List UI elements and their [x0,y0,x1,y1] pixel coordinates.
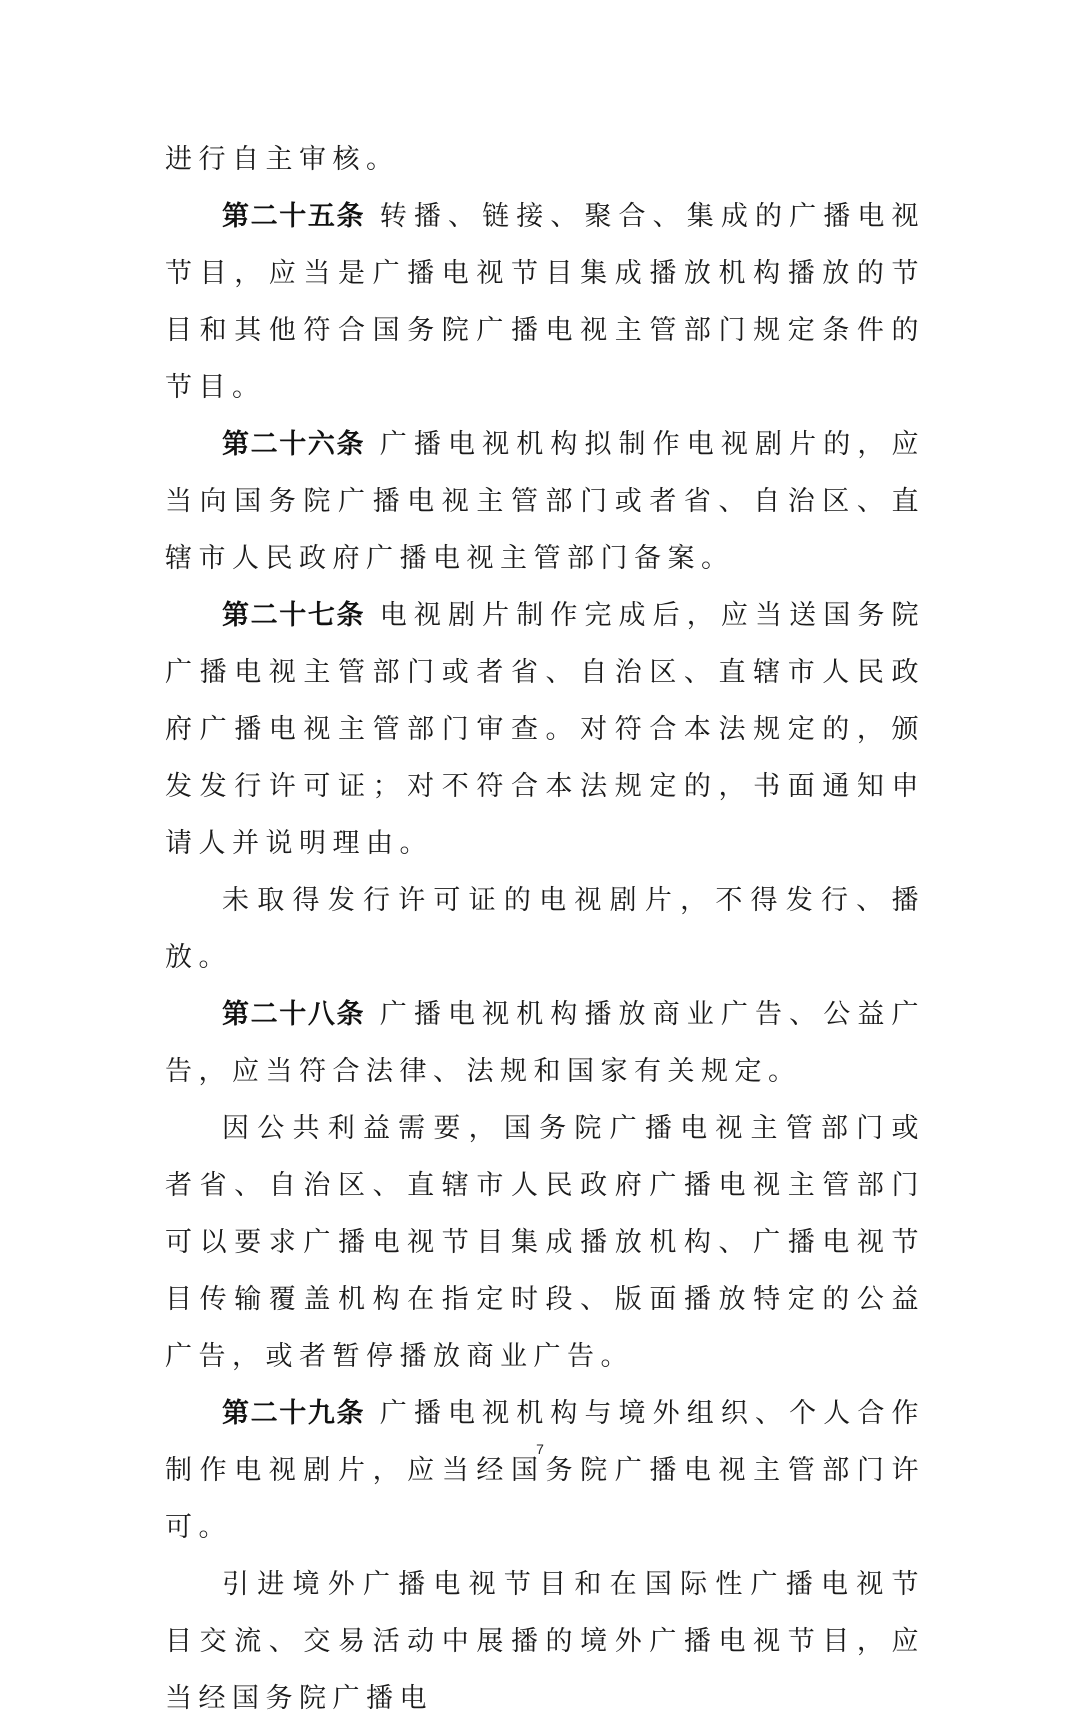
article-heading: 第二十九条 [222,1398,366,1429]
article-25 [165,188,925,416]
article-heading: 第二十八条 [222,999,366,1030]
article-heading: 第二十六条 [222,429,366,460]
paragraph-text: 引进境外广播电视节目和在国际性广播电视节目交流、交易活动中展播的境外广播电视节目，应当经国务院广播电 [165,1569,925,1714]
article-text: 电视剧片制作完成后，应当送国务院广播电视主管部门或者省、自治区、直辖市人民政府广播电视主管部门审查。对符合本法规定的，颁发发行许可证；对不符合本法规定的，书面通知申请人并说明理由。 [165,600,926,859]
paragraph-text: 进行自主审核。 [165,144,400,175]
article-27-clause-2 [165,872,925,986]
article-28-clause-2 [165,1100,925,1385]
paragraph-text: 因公共利益需要，国务院广播电视主管部门或者省、自治区、直辖市人民政府广播电视主管部门可以要求广播电视节目集成播放机构、广播电视节目传输覆盖机构在指定时段、版面播放特定的公益广告，或者暂停播放商业广告。 [165,1113,925,1372]
document-body [165,131,925,1727]
article-text: 广播电视机构播放商业广告、公益广告，应当符合法律、法规和国家有关规定。 [165,999,926,1087]
article-29 [165,1385,925,1556]
article-text: 转播、链接、聚合、集成的广播电视节目，应当是广播电视节目集成播放机构播放的节目和其他符合国务院广播电视主管部门规定条件的节目。 [165,201,926,403]
article-heading: 第二十七条 [222,600,366,631]
paragraph-text: 未取得发行许可证的电视剧片，不得发行、播放。 [165,885,925,973]
page-number: 7 [536,1441,544,1457]
article-text: 广播电视机构与境外组织、个人合作制作电视剧片，应当经国务院广播电视主管部门许可。 [165,1398,926,1543]
article-26 [165,416,925,587]
article-text: 广播电视机构拟制作电视剧片的，应当向国务院广播电视主管部门或者省、自治区、直辖市人民政府广播电视主管部门备案。 [165,429,926,574]
article-heading: 第二十五条 [222,201,366,232]
article-27 [165,587,925,872]
article-29-clause-2 [165,1556,925,1727]
article-28 [165,986,925,1100]
paragraph-continuation [165,131,925,188]
